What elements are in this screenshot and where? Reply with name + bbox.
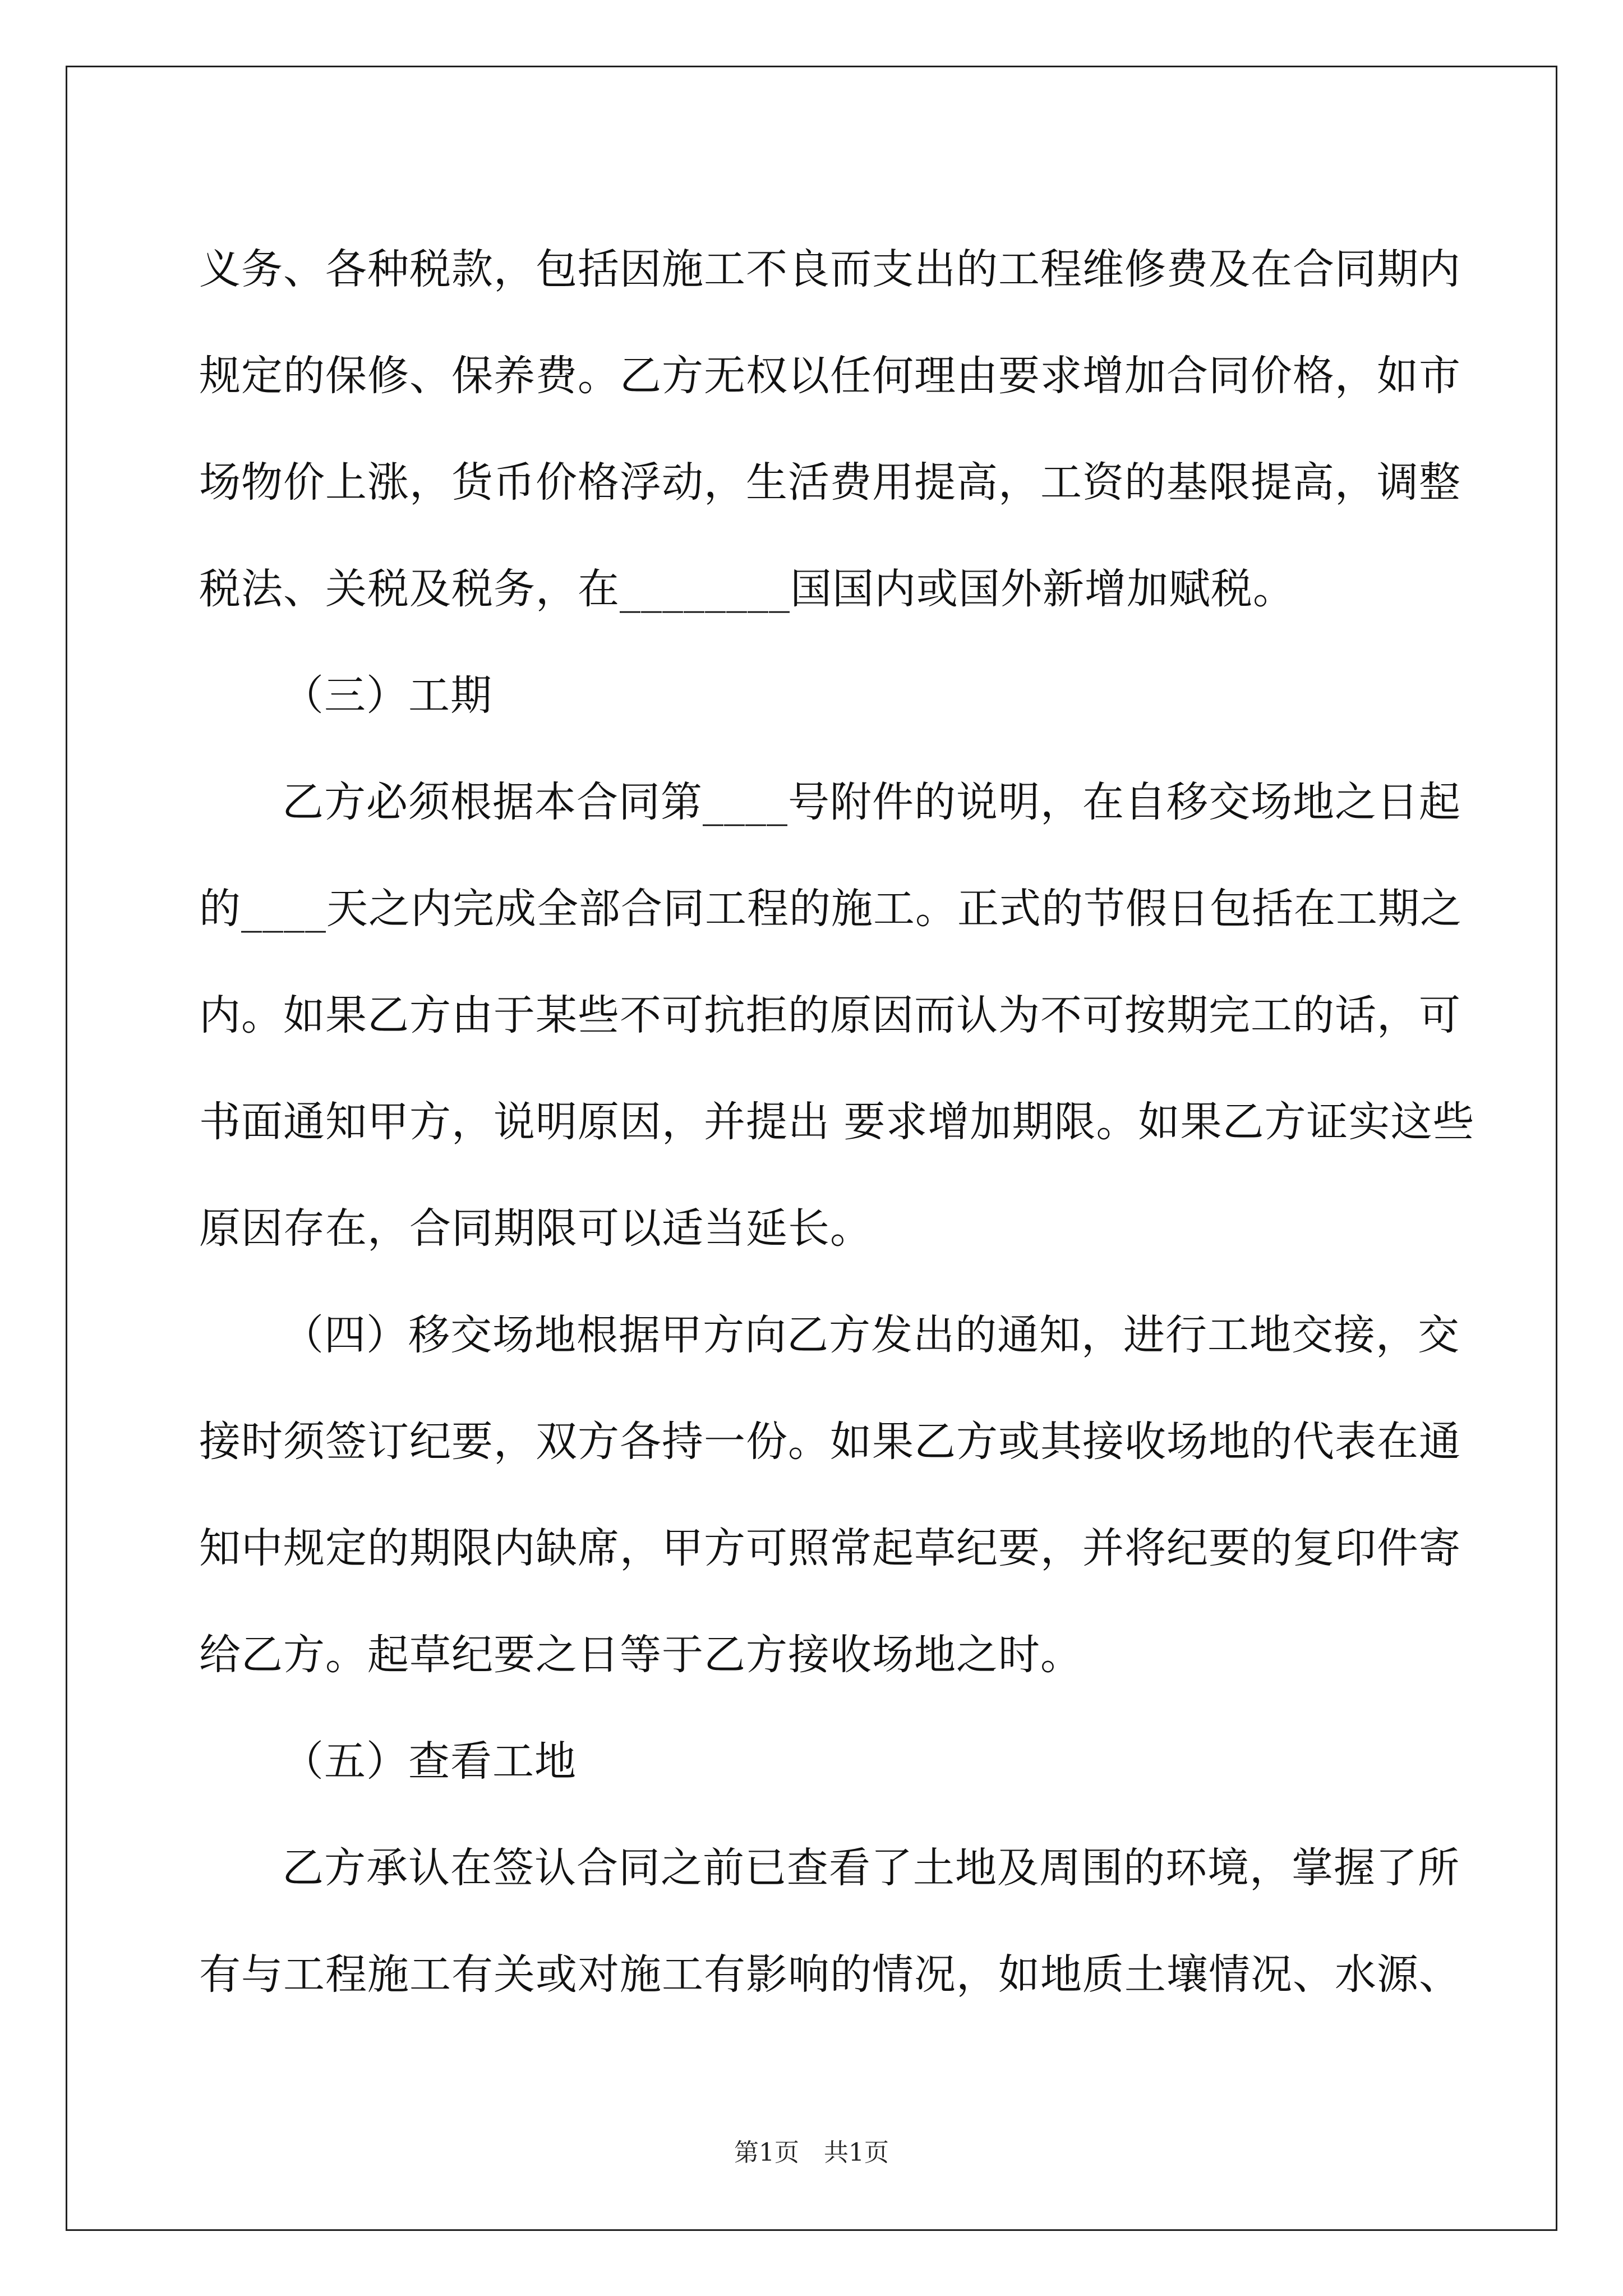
text-line-8: 内。如果乙方由于某些不可抗拒的原因而认为不可按期完工的话，可 [199,991,1461,1039]
text-line-1: 义务、各种税款，包括因施工不良而支出的工程维修费及在合同期内 [199,245,1461,293]
section-heading-4: （四）移交场地根据甲方向乙方发出的通知，进行工地交接，交 [282,1311,1460,1359]
text-line-3: 场物价上涨，货币价格浮动，生活费用提高，工资的基限提高，调整 [199,458,1461,507]
text-line-10: 原因存在，合同期限可以适当延长。 [199,1204,872,1253]
page-footer: 第1页 共1页 [734,2138,889,2167]
document-body [199,216,1475,2028]
text-line-4: 税法、关税及税务，在________国国内或国外新增加赋税。 [199,565,1295,613]
text-line-13: 知中规定的期限内缺席，甲方可照常起草纪要，并将纪要的复印件寄 [199,1524,1461,1572]
text-line-9: 书面通知甲方，说明原因，并提出 要求增加期限。如果乙方证实这些 [199,1098,1475,1146]
text-line-12: 接时须签订纪要，双方各持一份。如果乙方或其接收场地的代表在通 [199,1418,1461,1466]
text-line-7: 的____天之内完成全部合同工程的施工。正式的节假日包括在工期之 [199,885,1462,933]
text-line-2: 规定的保修、保养费。乙方无权以任何理由要求增加合同价格，如市 [199,352,1461,400]
section-heading-3: （三）工期 [282,671,492,720]
text-line-16: 乙方承认在签认合同之前已查看了土地及周围的环境，掌握了所 [282,1844,1460,1892]
text-line-14: 给乙方。起草纪要之日等于乙方接收场地之时。 [199,1631,1082,1679]
text-line-17: 有与工程施工有关或对施工有影响的情况，如地质土壤情况、水源、 [199,1950,1461,1999]
text-line-6: 乙方必须根据本合同第____号附件的说明，在自移交场地之日起 [282,778,1461,826]
section-heading-5: （五）查看工地 [282,1737,577,1786]
